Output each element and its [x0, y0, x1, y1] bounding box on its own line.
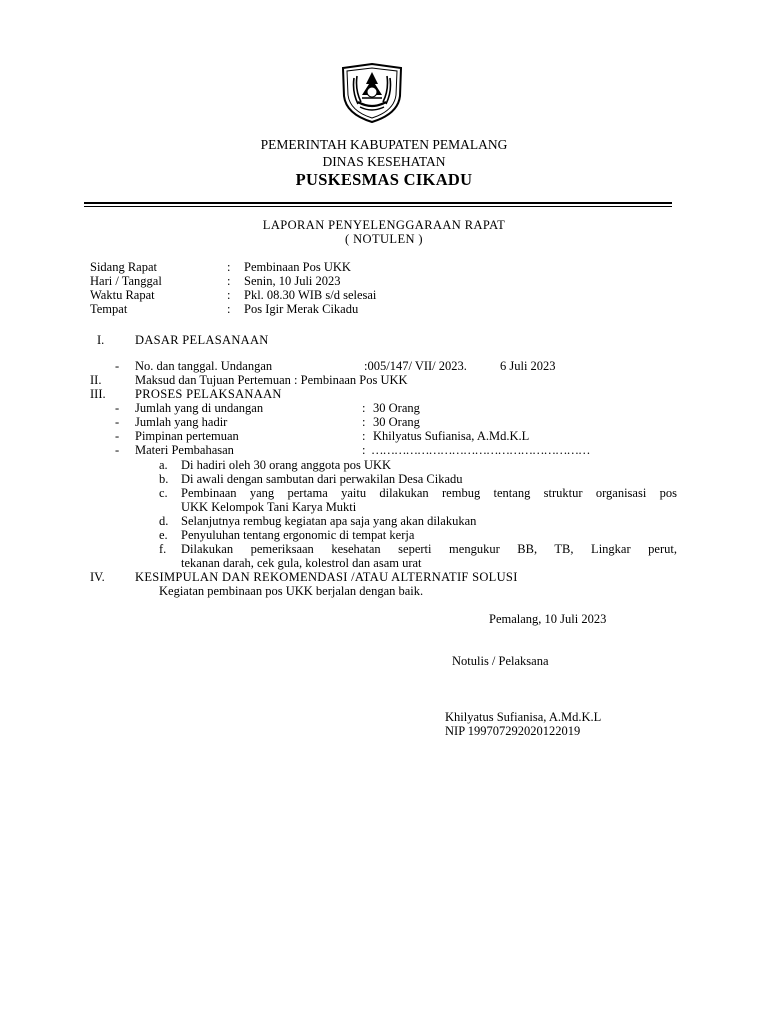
header-department: DINAS KESEHATAN [322, 154, 446, 169]
process-separator: : [362, 429, 366, 443]
info-label: Hari / Tanggal [90, 274, 162, 288]
signature-nip: NIP 199707292020122019 [445, 724, 581, 738]
point-letter: a. [159, 458, 168, 472]
section4-text: Kegiatan pembinaan pos UKK berjalan dengan baik. [159, 584, 424, 598]
point-text: Selanjutnya rembug kegiatan apa saja yang akan dilakukan [181, 514, 477, 528]
point-letter: c. [159, 486, 168, 500]
process-value: 30 Orang [373, 401, 420, 415]
signature-role: Notulis / Pelaksana [452, 654, 549, 668]
invitation-label: No. dan tanggal. Undangan [135, 359, 273, 373]
point-text: Di hadiri oleh 30 orang anggota pos UKK [181, 458, 392, 472]
header-institution: PUSKESMAS CIKADU [295, 170, 473, 189]
header-divider-thick [84, 202, 672, 204]
invitation-date: 6 Juli 2023 [500, 359, 556, 373]
process-value: 30 Orang [373, 415, 420, 429]
point-text: Penyuluhan tentang ergonomic di tempat kerja [181, 528, 415, 542]
point-text: Pembinaan yang pertama yaitu dilakukan rembug tentang struktur organisasi pos [181, 486, 677, 500]
point-letter: b. [159, 472, 169, 486]
document-title: LAPORAN PENYELENGGARAAN RAPAT [262, 218, 506, 232]
point-letter: e. [159, 528, 168, 542]
process-separator: : [362, 401, 366, 415]
process-bullet: - [115, 415, 120, 429]
info-separator: : [227, 274, 231, 288]
info-separator: : [227, 288, 231, 302]
section4-title: KESIMPULAN DAN REKOMENDASI /ATAU ALTERNATIF SOLUSI [135, 570, 518, 584]
header-divider-thin [84, 206, 672, 207]
point-letter: f. [159, 542, 167, 556]
info-separator: : [227, 302, 231, 316]
process-value-dots: ………………………………………………… [371, 443, 590, 457]
process-label: Materi Pembahasan [135, 443, 234, 457]
point-text: tekanan darah, cek gula, kolestrol dan asam urat [181, 556, 422, 570]
process-separator: : [362, 443, 366, 457]
process-bullet: - [115, 429, 120, 443]
regency-emblem-icon [340, 62, 404, 124]
process-value: Khilyatus Sufianisa, A.Md.K.L [373, 429, 530, 443]
invitation-number: :005/147/ VII/ 2023. [364, 359, 467, 373]
info-label: Waktu Rapat [90, 288, 155, 302]
info-separator: : [227, 260, 231, 274]
process-label: Pimpinan pertemuan [135, 429, 239, 443]
process-separator: : [362, 415, 366, 429]
process-label: Jumlah yang hadir [135, 415, 228, 429]
section2-number: II. [90, 373, 102, 387]
section3-number: III. [90, 387, 106, 401]
info-value: Pembinaan Pos UKK [244, 260, 351, 274]
info-value: Pos Igir Merak Cikadu [244, 302, 359, 316]
document-subtitle: ( NOTULEN ) [345, 232, 423, 246]
section4-number: IV. [90, 570, 105, 584]
section1-title: DASAR PELASANAAN [135, 333, 269, 347]
process-bullet: - [115, 401, 120, 415]
header-government: PEMERINTAH KABUPATEN PEMALANG [260, 137, 508, 152]
section1-number: I. [97, 333, 105, 347]
signature-name: Khilyatus Sufianisa, A.Md.K.L [445, 710, 602, 724]
info-label: Tempat [90, 302, 128, 316]
point-text: Di awali dengan sambutan dari perwakilan Desa Cikadu [181, 472, 463, 486]
signature-place-date: Pemalang, 10 Juli 2023 [489, 612, 607, 626]
section2-text: Maksud dan Tujuan Pertemuan : Pembinaan Pos UKK [135, 373, 408, 387]
info-value: Pkl. 08.30 WIB s/d selesai [244, 288, 377, 302]
process-label: Jumlah yang di undangan [135, 401, 264, 415]
info-value: Senin, 10 Juli 2023 [244, 274, 341, 288]
section3-title: PROSES PELAKSANAAN [135, 387, 282, 401]
point-letter: d. [159, 514, 169, 528]
info-label: Sidang Rapat [90, 260, 158, 274]
point-text: UKK Kelompok Tani Karya Mukti [181, 500, 357, 514]
point-text: Dilakukan pemeriksaan kesehatan seperti mengukur BB, TB, Lingkar perut, [181, 542, 677, 556]
section1-bullet: - [115, 359, 120, 373]
process-bullet: - [115, 443, 120, 457]
